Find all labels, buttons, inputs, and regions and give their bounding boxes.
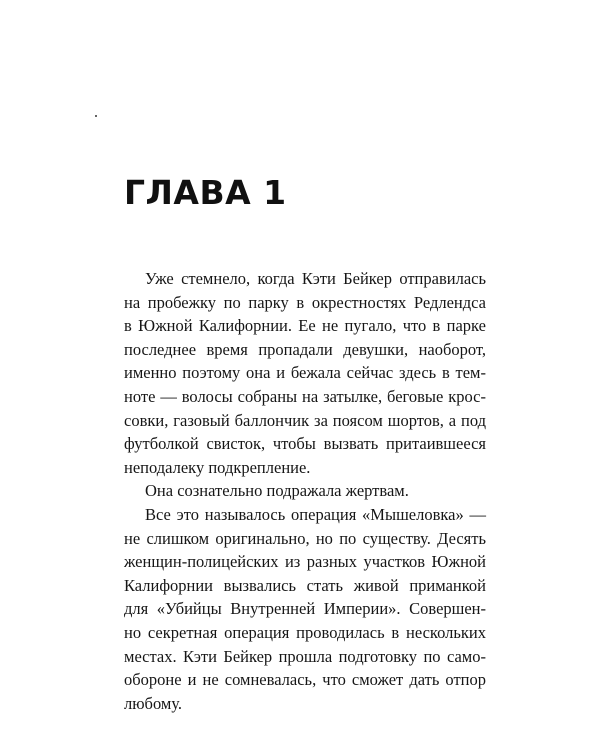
chapter-title: ГЛАВА 1 xyxy=(124,173,287,212)
chapter-body xyxy=(124,267,486,715)
text-line: в Южной Калифорнии. Ее не пугало, что в парке xyxy=(124,316,486,336)
text-line: на пробежку по парку в окрестностях Редлендса xyxy=(124,292,486,312)
text-line: неподалеку подкрепление. xyxy=(124,457,311,477)
paragraph-2 xyxy=(124,479,486,503)
text-line: обороне и не сомневалась, что сможет дать отпор xyxy=(124,670,486,690)
text-line: Калифорнии вызвались стать живой приманкой xyxy=(124,575,486,595)
text-line: Она сознательно подражала жертвам. xyxy=(145,481,409,501)
text-line: любому. xyxy=(124,693,183,713)
text-line: не слишком оригинально, но по существу. Десять xyxy=(124,528,486,548)
text-line: Все это называлось операция «Мышеловка» — xyxy=(145,504,486,524)
text-line: но секретная операция проводилась в нескольких xyxy=(124,622,486,642)
text-line: местах. Кэти Бейкер прошла подготовку по само- xyxy=(124,646,486,666)
text-line: футболкой свисток, чтобы вызвать притаившееся xyxy=(124,434,486,454)
text-line: женщин-полицейских из разных участков Южной xyxy=(124,552,486,572)
print-speck xyxy=(95,115,97,117)
text-line: совки, газовый баллончик за поясом шортов, а под xyxy=(124,410,486,430)
paragraph-3 xyxy=(124,503,486,715)
paragraph-1 xyxy=(124,267,486,479)
text-line: Уже стемнело, когда Кэти Бейкер отправилась xyxy=(145,269,486,288)
text-line: последнее время пропадали девушки, наоборот, xyxy=(124,339,486,359)
text-line: ноте — волосы собраны на затылке, беговые крос- xyxy=(124,386,486,406)
text-line: именно поэтому она и бежала сейчас здесь в тем- xyxy=(124,363,486,383)
text-line: для «Убийцы Внутренней Империи». Совершен- xyxy=(124,599,486,619)
